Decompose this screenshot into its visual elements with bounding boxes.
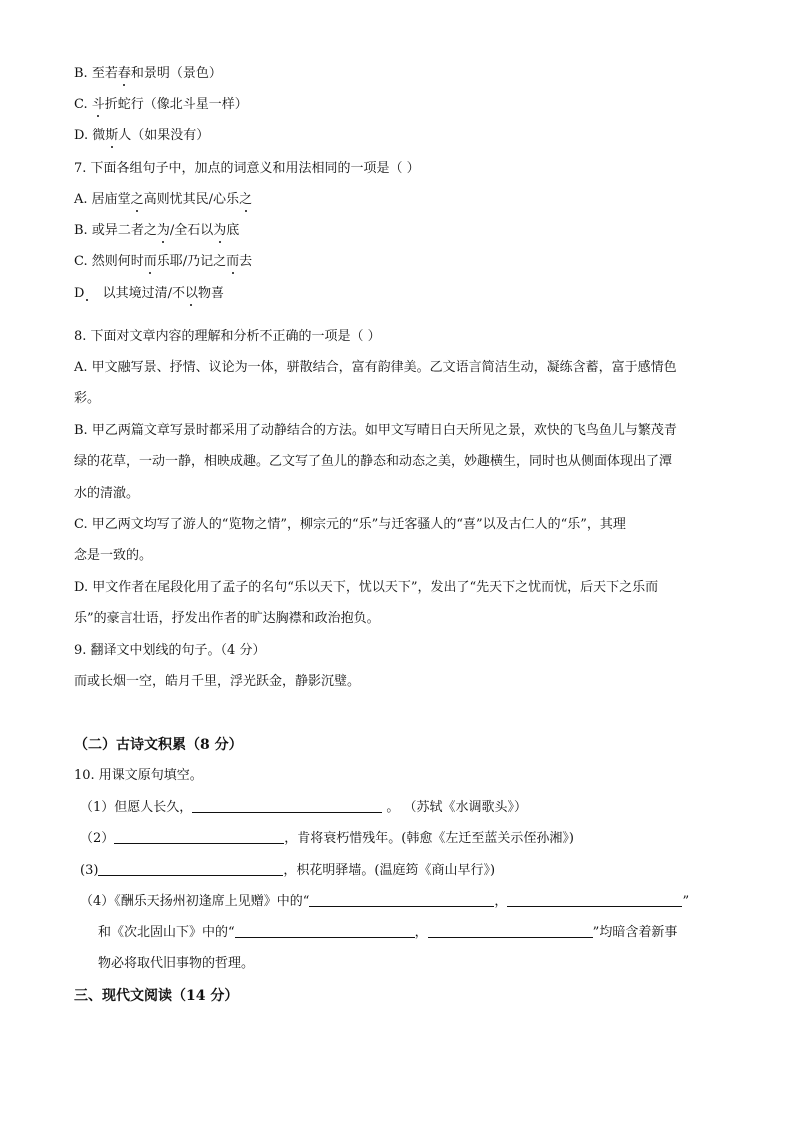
answer-blank[interactable] (309, 893, 494, 907)
q8-option-d-line1: D. 甲文作者在尾段化用了孟子的名句“乐以天下，忧以天下”，发出了“先天下之忧而忧，后天下之乐而 (74, 580, 659, 595)
option-text: A. 居庙堂 (74, 192, 131, 207)
q9-stem: 9. 翻译文中划线的句子。（4 分） (74, 643, 266, 658)
q7-stem: 7. 下面各组句子中，加点的词意义和用法相同的一项是（ ） (74, 161, 420, 176)
dotted-char: 斗 (91, 97, 105, 112)
item-text: （2） (80, 831, 115, 846)
answer-blank[interactable] (235, 924, 415, 938)
dotted-char: 为 (156, 223, 170, 238)
q10-item-4-line2 (98, 924, 677, 941)
option-text: 人（如果没有） (118, 128, 210, 143)
dotted-char: 之 (239, 192, 253, 207)
answer-blank[interactable] (428, 924, 593, 938)
item-text: 。 （苏轼《水调歌头》） (382, 800, 528, 815)
dotted-char: 而 (143, 254, 157, 269)
option-text: 去 (239, 254, 253, 269)
q8-option-b-line1: B. 甲乙两篇文章写景时都采用了动静结合的方法。如甲文写晴日白天所见之景，欢快的飞鸟鱼儿与繁茂青 (74, 423, 677, 438)
dotted-char: 而 (226, 254, 240, 269)
option-text: 折蛇行（像北斗星一样） (104, 97, 248, 112)
item-text: (3) (80, 863, 99, 878)
q10-item-1 (80, 799, 527, 816)
option-text: 以其境过清/不 (98, 286, 185, 301)
section-2-title: （二）古诗文积累（8 分） (74, 737, 243, 753)
item-text: ，枳花明驿墙。(温庭筠《商山早行》) (283, 863, 496, 878)
q7-option-d (74, 286, 224, 302)
item-text: （4）《酬乐天扬州初逢席上见赠》中的“ (80, 894, 310, 909)
option-text: /全石以 (169, 223, 214, 238)
item-text: ” (682, 894, 690, 909)
option-text: 乐耶/乃记之 (156, 254, 227, 269)
option-text: D. 微 (74, 128, 106, 143)
q10-item-2 (80, 830, 574, 847)
option-text: 底 (226, 223, 240, 238)
q6-option-b (74, 66, 222, 82)
q10-stem: 10. 用课文原句填空。 (74, 768, 203, 783)
q8-option-c-line1: C. 甲乙两文均写了游人的“览物之情”，柳宗元的“乐”与迁客骚人的“喜”以及古仁人的“乐”，其理 (74, 517, 626, 532)
option-text: 和景明（景色） (130, 66, 222, 81)
item-text: ， (414, 925, 428, 940)
q8-option-d-line2: 乐”的豪言壮语，抒发出作者的旷达胸襟和政治抱负。 (74, 611, 380, 626)
dotted-char: 之 (130, 192, 144, 207)
q9-sentence: 而或长烟一空，皓月千里，浮光跃金，静影沉璧。 (74, 674, 361, 689)
item-text: ， (494, 894, 508, 909)
option-text: C. (74, 97, 92, 112)
q8-option-b-line3: 水的清澈。 (74, 486, 140, 501)
dotted-char: 以 (184, 286, 198, 301)
dotted-char: 为 (213, 223, 227, 238)
q8-option-a-line1: A. 甲文融写景、抒情、议论为一体，骈散结合，富有韵律美。乙文语言简洁生动，凝练含蓄，富于感情色 (74, 360, 677, 375)
q6-option-d (74, 128, 209, 144)
item-text: （1）但愿人长久， (80, 800, 193, 815)
q8-option-c-line2: 念是一致的。 (74, 548, 153, 563)
item-text: 和《次北固山下》中的“ (98, 925, 235, 940)
answer-blank[interactable] (507, 893, 682, 907)
section-3-title: 三、现代文阅读（14 分） (74, 988, 239, 1004)
q10-item-4-line3: 物必将取代旧事物的哲理。 (98, 956, 255, 971)
option-text: 物喜 (197, 286, 224, 301)
option-text: D (74, 286, 85, 301)
answer-blank[interactable] (98, 862, 283, 876)
q8-option-b-line2: 绿的花草，一动一静，相映成趣。乙文写了鱼儿的静态和动态之美，妙趣横生，同时也从侧面体现出了潭 (74, 454, 673, 469)
item-text: ，肯将衰朽惜残年。(韩愈《左迁至蓝关示侄孙湘》) (284, 831, 574, 846)
option-text: B. 至若 (74, 66, 118, 81)
dotted-char: 春 (117, 66, 131, 81)
q7-option-a (74, 192, 252, 208)
answer-blank[interactable] (192, 799, 382, 813)
option-text: B. 或异二者之 (74, 223, 157, 238)
q6-option-c (74, 97, 248, 113)
q10-item-3 (80, 862, 495, 879)
option-text: 高则忧其民/心乐 (143, 192, 240, 207)
q10-item-4 (80, 893, 689, 910)
dotted-char: 斯 (105, 128, 119, 143)
q7-option-c (74, 254, 252, 270)
q8-stem: 8. 下面对文章内容的理解和分析不正确的一项是（ ） (74, 329, 381, 344)
answer-blank[interactable] (114, 830, 284, 844)
option-text: C. 然则何时 (74, 254, 144, 269)
q8-option-a-line2: 彩。 (74, 391, 101, 406)
item-text: ”均暗含着新事 (592, 925, 678, 940)
q7-option-b (74, 223, 239, 239)
